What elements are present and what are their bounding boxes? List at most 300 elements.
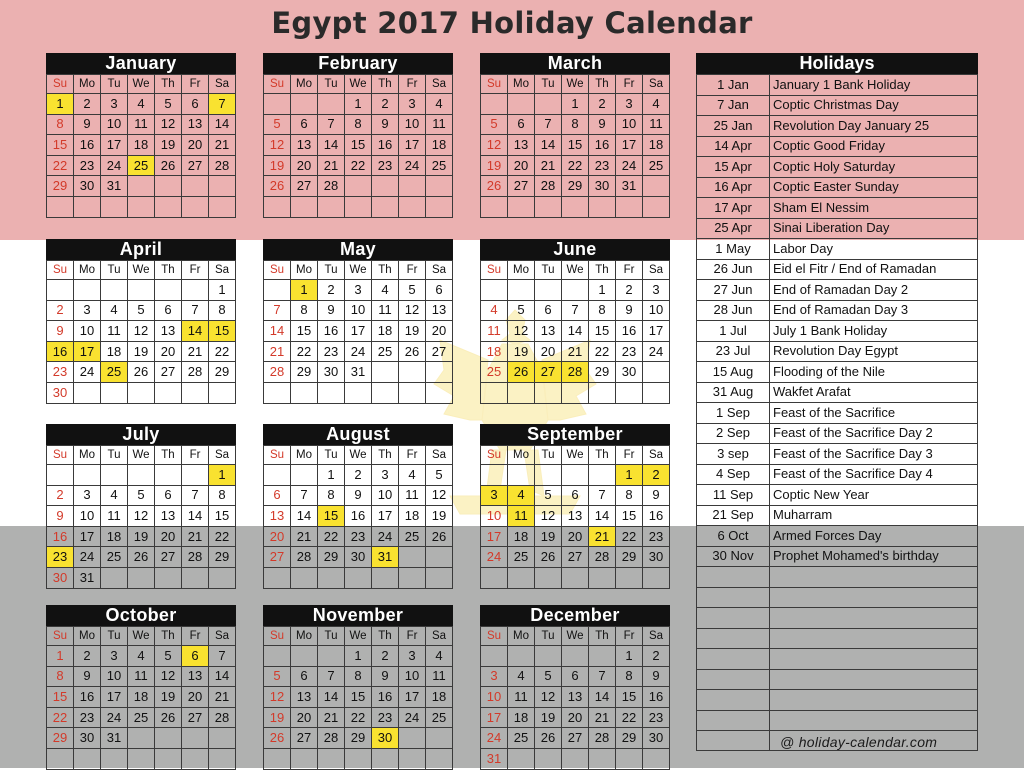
holiday-date: 28 Jun — [697, 300, 770, 321]
day-cell: 20 — [155, 526, 182, 547]
day-cell: 19 — [508, 341, 535, 362]
weekday-header: Fr — [399, 75, 426, 94]
day-cell: 7 — [589, 485, 616, 506]
empty-cell — [643, 362, 670, 383]
day-cell: 12 — [535, 687, 562, 708]
day-cell: 29 — [562, 176, 589, 197]
day-cell: 30 — [318, 362, 345, 383]
day-cell: 7 — [291, 485, 318, 506]
day-cell: 24 — [74, 362, 101, 383]
day-cell: 7 — [182, 485, 209, 506]
day-cell: 9 — [47, 321, 74, 342]
day-cell: 4 — [508, 666, 535, 687]
day-cell: 28 — [182, 362, 209, 383]
day-cell: 31 — [481, 748, 508, 769]
day-cell: 13 — [182, 666, 209, 687]
holiday-name: January 1 Bank Holiday — [770, 75, 978, 96]
day-cell: 11 — [426, 666, 453, 687]
holiday-date: 26 Jun — [697, 259, 770, 280]
blank-row — [697, 567, 978, 588]
empty-cell — [182, 567, 209, 588]
weekday-header: Tu — [318, 75, 345, 94]
day-cell: 2 — [47, 300, 74, 321]
day-cell: 25 — [426, 155, 453, 176]
day-cell: 5 — [128, 300, 155, 321]
day-cell: 21 — [209, 135, 236, 156]
empty-cell — [318, 748, 345, 769]
holiday-row — [697, 95, 978, 116]
holiday-day-cell: 25 — [101, 362, 128, 383]
day-cell: 8 — [291, 300, 318, 321]
day-cell: 1 — [318, 465, 345, 486]
empty-cell — [399, 728, 426, 749]
empty-cell — [589, 748, 616, 769]
day-cell: 9 — [616, 300, 643, 321]
holiday-name — [770, 608, 978, 629]
day-cell: 30 — [643, 728, 670, 749]
empty-cell — [128, 176, 155, 197]
empty-cell — [535, 748, 562, 769]
day-cell: 26 — [264, 176, 291, 197]
empty-cell — [372, 196, 399, 217]
day-cell: 24 — [101, 155, 128, 176]
day-cell: 29 — [345, 728, 372, 749]
empty-cell — [481, 567, 508, 588]
month-november — [263, 605, 453, 770]
empty-cell — [643, 176, 670, 197]
holiday-name — [770, 690, 978, 711]
empty-cell — [643, 748, 670, 769]
day-cell: 29 — [291, 362, 318, 383]
empty-cell — [643, 196, 670, 217]
holiday-date: 30 Nov — [697, 546, 770, 567]
day-cell: 16 — [318, 321, 345, 342]
month-march — [480, 53, 670, 218]
empty-cell — [264, 280, 291, 301]
month-february — [263, 53, 453, 218]
day-cell: 19 — [264, 155, 291, 176]
holiday-day-cell: 1 — [209, 465, 236, 486]
empty-cell — [291, 748, 318, 769]
day-cell: 22 — [47, 707, 74, 728]
day-cell: 7 — [562, 300, 589, 321]
weekday-header: Su — [47, 75, 74, 94]
day-cell: 2 — [74, 646, 101, 667]
day-cell: 2 — [345, 465, 372, 486]
holiday-date: 25 Apr — [697, 218, 770, 239]
day-cell: 15 — [562, 135, 589, 156]
day-cell: 12 — [155, 114, 182, 135]
weekday-header: Tu — [101, 75, 128, 94]
holiday-date: 25 Jan — [697, 116, 770, 137]
holiday-date: 7 Jan — [697, 95, 770, 116]
empty-cell — [616, 382, 643, 403]
weekday-header: Sa — [643, 446, 670, 465]
weekday-header: Sa — [426, 627, 453, 646]
day-cell: 11 — [101, 506, 128, 527]
empty-cell — [643, 567, 670, 588]
holiday-date — [697, 587, 770, 608]
day-cell: 20 — [291, 707, 318, 728]
day-cell: 2 — [372, 94, 399, 115]
holiday-row — [697, 239, 978, 260]
day-cell: 3 — [399, 646, 426, 667]
empty-cell — [291, 567, 318, 588]
day-cell: 10 — [345, 300, 372, 321]
empty-cell — [508, 465, 535, 486]
day-cell: 26 — [399, 341, 426, 362]
day-cell: 21 — [291, 526, 318, 547]
day-cell: 23 — [74, 707, 101, 728]
day-cell: 17 — [399, 687, 426, 708]
month-name: January — [46, 53, 236, 74]
day-cell: 19 — [481, 155, 508, 176]
weekday-header: Th — [155, 446, 182, 465]
empty-cell — [589, 646, 616, 667]
day-cell: 5 — [155, 646, 182, 667]
holiday-name: Labor Day — [770, 239, 978, 260]
day-cell: 14 — [589, 687, 616, 708]
day-cell: 5 — [535, 666, 562, 687]
weekday-header: Th — [372, 446, 399, 465]
day-cell: 20 — [535, 341, 562, 362]
day-cell: 13 — [182, 114, 209, 135]
holiday-day-cell: 6 — [182, 646, 209, 667]
empty-cell — [182, 728, 209, 749]
empty-cell — [155, 567, 182, 588]
weekday-header: Sa — [643, 627, 670, 646]
day-cell: 5 — [481, 114, 508, 135]
empty-cell — [345, 382, 372, 403]
month-name: December — [480, 605, 670, 626]
holiday-name: Flooding of the Nile — [770, 362, 978, 383]
weekday-header: Tu — [535, 261, 562, 280]
month-name: June — [480, 239, 670, 260]
weekday-header: We — [128, 261, 155, 280]
day-cell: 3 — [481, 666, 508, 687]
empty-cell — [291, 94, 318, 115]
day-cell: 27 — [291, 176, 318, 197]
day-cell: 18 — [101, 526, 128, 547]
day-cell: 16 — [616, 321, 643, 342]
holiday-name — [770, 587, 978, 608]
empty-cell — [399, 196, 426, 217]
empty-cell — [399, 176, 426, 197]
holiday-row — [697, 321, 978, 342]
holiday-name: Coptic New Year — [770, 485, 978, 506]
weekday-header: Su — [264, 261, 291, 280]
holiday-date: 27 Jun — [697, 280, 770, 301]
empty-cell — [481, 646, 508, 667]
holiday-name: July 1 Bank Holiday — [770, 321, 978, 342]
holiday-row — [697, 280, 978, 301]
weekday-header: Tu — [535, 627, 562, 646]
empty-cell — [399, 567, 426, 588]
day-cell: 13 — [264, 506, 291, 527]
month-name: July — [46, 424, 236, 445]
empty-cell — [589, 567, 616, 588]
empty-cell — [535, 196, 562, 217]
holiday-row — [697, 198, 978, 219]
empty-cell — [101, 465, 128, 486]
day-cell: 19 — [399, 321, 426, 342]
day-cell: 20 — [291, 155, 318, 176]
day-cell: 25 — [101, 547, 128, 568]
weekday-header: Mo — [74, 627, 101, 646]
month-name: August — [263, 424, 453, 445]
day-cell: 25 — [128, 707, 155, 728]
day-cell: 26 — [535, 728, 562, 749]
holiday-name: Sinai Liberation Day — [770, 218, 978, 239]
day-cell: 4 — [426, 94, 453, 115]
day-cell: 22 — [318, 526, 345, 547]
empty-cell — [47, 196, 74, 217]
day-cell: 12 — [155, 666, 182, 687]
day-cell: 29 — [47, 176, 74, 197]
weekday-header: Tu — [535, 75, 562, 94]
day-cell: 5 — [264, 666, 291, 687]
day-cell: 21 — [182, 341, 209, 362]
holiday-day-cell: 28 — [562, 362, 589, 383]
holiday-row — [697, 526, 978, 547]
day-cell: 14 — [318, 687, 345, 708]
empty-cell — [128, 728, 155, 749]
day-cell: 28 — [535, 176, 562, 197]
day-cell: 6 — [155, 300, 182, 321]
weekday-header: Sa — [209, 446, 236, 465]
day-cell: 4 — [101, 300, 128, 321]
day-cell: 3 — [345, 280, 372, 301]
day-cell: 20 — [155, 341, 182, 362]
holiday-row — [697, 341, 978, 362]
empty-cell — [291, 196, 318, 217]
holiday-day-cell: 27 — [535, 362, 562, 383]
day-cell: 27 — [155, 547, 182, 568]
day-cell: 1 — [209, 280, 236, 301]
holiday-row — [697, 485, 978, 506]
blank-row — [697, 608, 978, 629]
empty-cell — [128, 280, 155, 301]
day-cell: 30 — [643, 547, 670, 568]
empty-cell — [535, 465, 562, 486]
holiday-date — [697, 567, 770, 588]
empty-cell — [345, 176, 372, 197]
day-cell: 19 — [264, 707, 291, 728]
weekday-header: We — [345, 446, 372, 465]
day-cell: 13 — [562, 687, 589, 708]
day-cell: 30 — [345, 547, 372, 568]
day-cell: 15 — [47, 687, 74, 708]
day-cell: 28 — [182, 547, 209, 568]
empty-cell — [264, 567, 291, 588]
day-cell: 17 — [101, 135, 128, 156]
empty-cell — [74, 465, 101, 486]
day-cell: 10 — [399, 666, 426, 687]
empty-cell — [318, 567, 345, 588]
empty-cell — [399, 362, 426, 383]
weekday-header: Fr — [616, 627, 643, 646]
weekday-header: Th — [589, 75, 616, 94]
empty-cell — [562, 646, 589, 667]
empty-cell — [535, 646, 562, 667]
day-cell: 25 — [399, 526, 426, 547]
day-cell: 29 — [318, 547, 345, 568]
empty-cell — [264, 646, 291, 667]
empty-cell — [101, 382, 128, 403]
day-cell: 17 — [481, 526, 508, 547]
holiday-date: 21 Sep — [697, 505, 770, 526]
weekday-header: Fr — [616, 446, 643, 465]
day-cell: 21 — [318, 707, 345, 728]
day-cell: 12 — [264, 687, 291, 708]
day-cell: 31 — [101, 176, 128, 197]
empty-cell — [155, 280, 182, 301]
weekday-header: Mo — [508, 75, 535, 94]
day-cell: 10 — [74, 321, 101, 342]
holiday-row — [697, 403, 978, 424]
day-cell: 19 — [128, 526, 155, 547]
weekday-header: Th — [155, 627, 182, 646]
day-cell: 29 — [209, 547, 236, 568]
empty-cell — [643, 382, 670, 403]
empty-cell — [562, 748, 589, 769]
month-april — [46, 239, 236, 404]
holiday-date — [697, 608, 770, 629]
day-cell: 26 — [535, 547, 562, 568]
weekday-header: Su — [264, 627, 291, 646]
day-cell: 6 — [562, 485, 589, 506]
empty-cell — [291, 382, 318, 403]
day-cell: 31 — [74, 567, 101, 588]
day-cell: 16 — [589, 135, 616, 156]
empty-cell — [426, 196, 453, 217]
day-cell: 11 — [426, 114, 453, 135]
holiday-row — [697, 259, 978, 280]
holiday-row — [697, 157, 978, 178]
holiday-date — [697, 710, 770, 731]
day-cell: 21 — [264, 341, 291, 362]
holiday-row — [697, 444, 978, 465]
day-cell: 15 — [345, 687, 372, 708]
day-cell: 22 — [209, 526, 236, 547]
holiday-date — [697, 628, 770, 649]
weekday-header: Mo — [508, 627, 535, 646]
empty-cell — [264, 465, 291, 486]
day-cell: 4 — [481, 300, 508, 321]
day-cell: 9 — [372, 666, 399, 687]
day-cell: 25 — [508, 728, 535, 749]
day-cell: 17 — [616, 135, 643, 156]
empty-cell — [264, 196, 291, 217]
day-cell: 27 — [426, 341, 453, 362]
day-cell: 24 — [101, 707, 128, 728]
day-cell: 19 — [426, 506, 453, 527]
empty-cell — [426, 362, 453, 383]
day-cell: 6 — [291, 114, 318, 135]
weekday-header: Su — [47, 627, 74, 646]
day-cell: 26 — [155, 707, 182, 728]
day-cell: 19 — [155, 687, 182, 708]
weekday-header: Su — [481, 261, 508, 280]
day-cell: 14 — [182, 506, 209, 527]
day-cell: 11 — [128, 114, 155, 135]
day-cell: 14 — [562, 321, 589, 342]
day-cell: 30 — [589, 176, 616, 197]
holiday-date: 14 Apr — [697, 136, 770, 157]
empty-cell — [182, 280, 209, 301]
day-cell: 17 — [74, 526, 101, 547]
empty-cell — [372, 362, 399, 383]
empty-cell — [101, 280, 128, 301]
day-cell: 2 — [318, 280, 345, 301]
empty-cell — [128, 748, 155, 769]
holiday-row — [697, 136, 978, 157]
empty-cell — [372, 382, 399, 403]
empty-cell — [155, 176, 182, 197]
holiday-row — [697, 116, 978, 137]
day-cell: 17 — [481, 707, 508, 728]
holiday-day-cell: 26 — [508, 362, 535, 383]
day-cell: 18 — [128, 135, 155, 156]
empty-cell — [209, 196, 236, 217]
day-cell: 31 — [345, 362, 372, 383]
holiday-date: 1 Jan — [697, 75, 770, 96]
day-cell: 25 — [481, 362, 508, 383]
holiday-date — [697, 731, 770, 751]
day-cell: 22 — [291, 341, 318, 362]
day-cell: 23 — [345, 526, 372, 547]
day-cell: 20 — [182, 135, 209, 156]
day-cell: 30 — [47, 567, 74, 588]
empty-cell — [101, 567, 128, 588]
day-cell: 20 — [426, 321, 453, 342]
day-cell: 8 — [209, 300, 236, 321]
weekday-header: We — [562, 446, 589, 465]
day-cell: 17 — [372, 506, 399, 527]
empty-cell — [345, 196, 372, 217]
day-cell: 23 — [372, 707, 399, 728]
holiday-row — [697, 362, 978, 383]
day-cell: 24 — [372, 526, 399, 547]
day-cell: 18 — [399, 506, 426, 527]
empty-cell — [345, 567, 372, 588]
day-cell: 5 — [535, 485, 562, 506]
holiday-name: Wakfet Arafat — [770, 382, 978, 403]
holiday-date: 3 sep — [697, 444, 770, 465]
day-cell: 2 — [372, 646, 399, 667]
weekday-header: Sa — [643, 75, 670, 94]
month-name: April — [46, 239, 236, 260]
weekday-header: Fr — [399, 627, 426, 646]
day-cell: 10 — [101, 666, 128, 687]
weekday-header: Sa — [426, 261, 453, 280]
empty-cell — [318, 646, 345, 667]
holiday-day-cell: 14 — [182, 321, 209, 342]
day-cell: 24 — [481, 728, 508, 749]
day-cell: 6 — [562, 666, 589, 687]
holiday-day-cell: 25 — [128, 155, 155, 176]
holiday-name — [770, 649, 978, 670]
day-cell: 23 — [318, 341, 345, 362]
day-cell: 14 — [209, 666, 236, 687]
holiday-name: Muharram — [770, 505, 978, 526]
day-cell: 15 — [47, 135, 74, 156]
weekday-header: We — [562, 75, 589, 94]
holiday-name: Coptic Holy Saturday — [770, 157, 978, 178]
day-cell: 30 — [47, 382, 74, 403]
day-cell: 26 — [128, 547, 155, 568]
weekday-header: Mo — [291, 261, 318, 280]
